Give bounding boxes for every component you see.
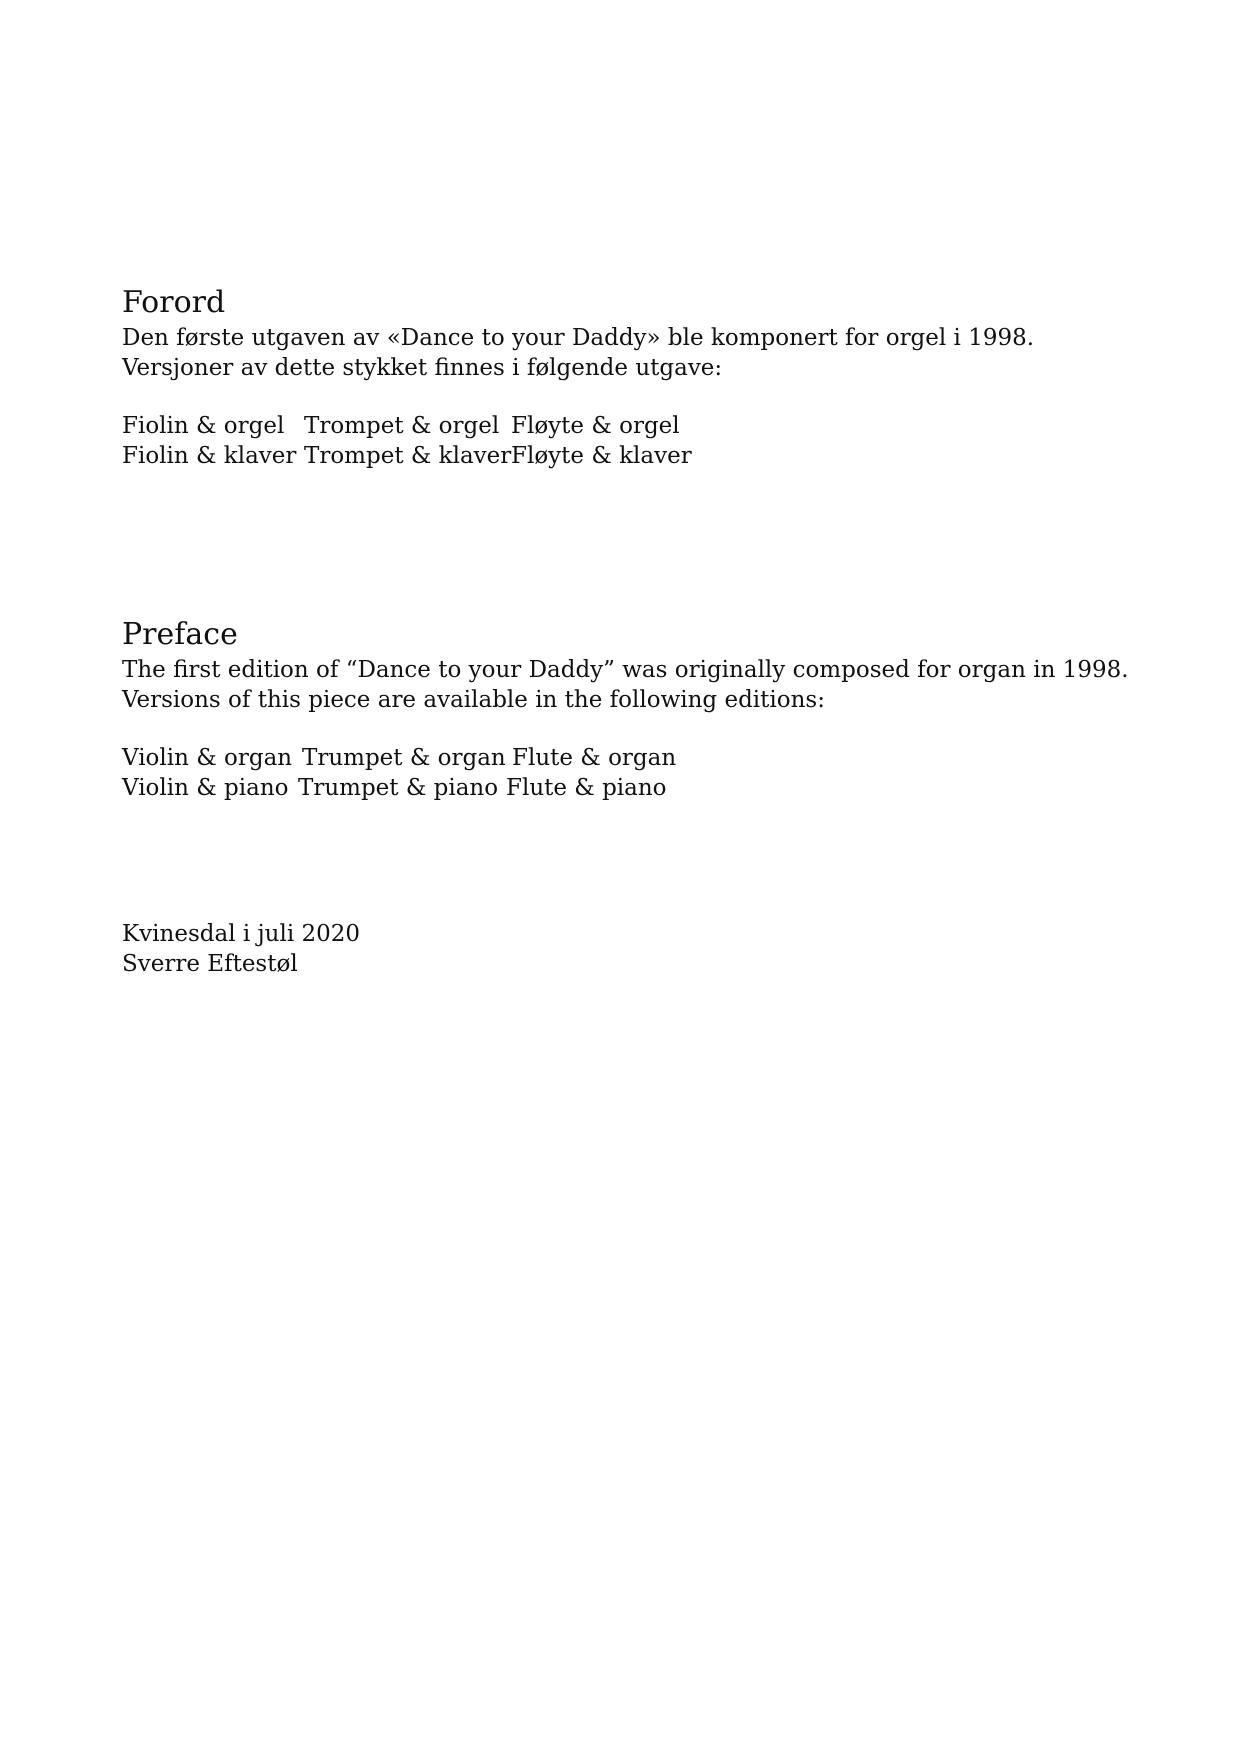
- preface-section: [122, 616, 1129, 803]
- version-item: Violin & organ: [122, 745, 293, 771]
- version-item: Fløyte & orgel: [511, 413, 680, 439]
- forord-text-line: Versjoner av dette stykket finnes i følgende utgave:: [122, 354, 723, 381]
- forord-versions-row: [122, 442, 1122, 472]
- version-item: Trompet & klaver: [304, 442, 512, 469]
- preface-versions-row: [122, 774, 1122, 804]
- version-item: Trumpet & organ: [302, 745, 506, 771]
- signature-block: [122, 920, 1122, 979]
- version-item: Fiolin & klaver: [122, 442, 297, 469]
- preface-text-line: The first edition of “Dance to your Daddy” was originally composed for organ in 1998.: [122, 657, 1129, 683]
- preface-text-line: Versions of this piece are available in the following editions:: [122, 686, 825, 713]
- forord-versions-list: [122, 412, 1122, 471]
- forord-text-line: Den første utgaven av «Dance to your Daddy» ble komponert for orgel i 1998.: [122, 325, 1035, 351]
- version-item: Fiolin & orgel: [122, 413, 285, 439]
- version-item: Violin & piano: [122, 774, 289, 801]
- version-item: Trumpet & piano: [298, 774, 499, 801]
- forord-section: [122, 284, 1122, 471]
- author-name: Sverre Eftestøl: [122, 950, 298, 977]
- version-item: Fløyte & klaver: [511, 442, 692, 469]
- preface-heading: Preface: [122, 617, 238, 652]
- forord-versions-row: [122, 412, 1122, 442]
- version-item: Flute & organ: [512, 745, 677, 771]
- place-date: Kvinesdal i juli 2020: [122, 921, 361, 947]
- version-item: Flute & piano: [506, 774, 667, 801]
- version-item: Trompet & orgel: [304, 413, 500, 439]
- preface-versions-row: [122, 744, 1122, 774]
- forord-heading: Forord: [122, 285, 226, 320]
- preface-versions-list: [122, 744, 1122, 803]
